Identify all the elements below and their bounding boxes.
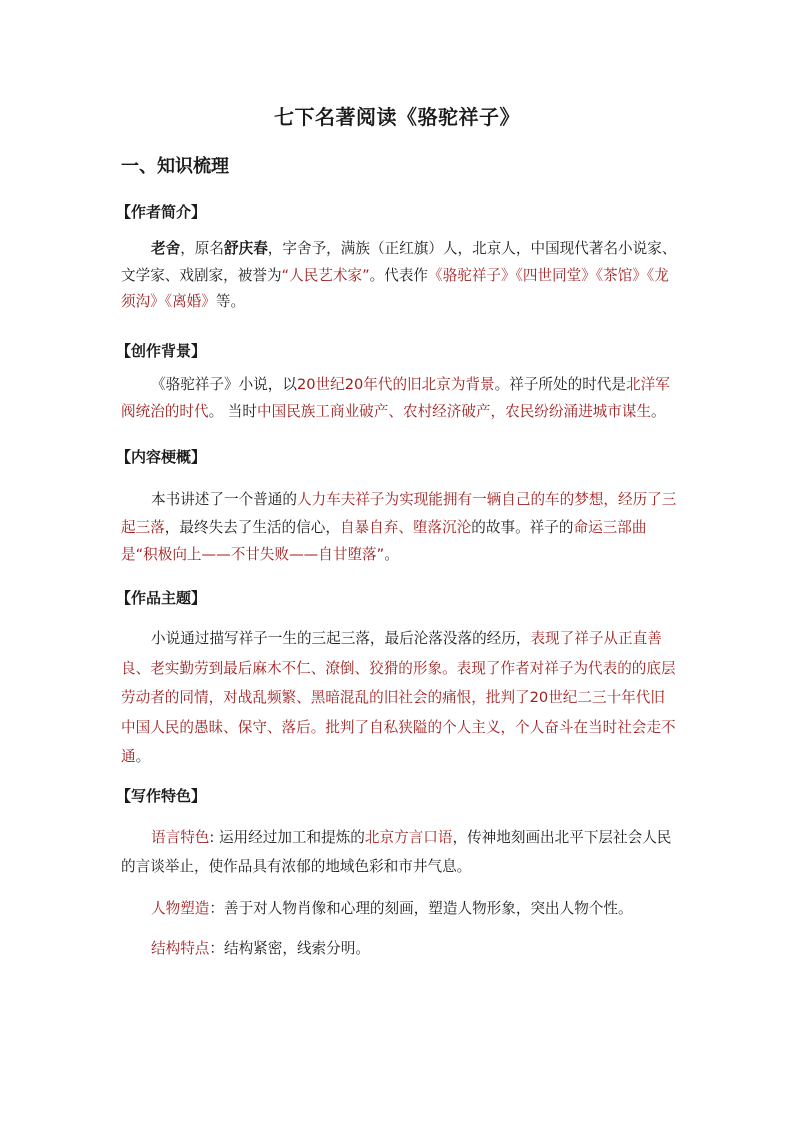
author-paragraph: 老舍，原名舒庆春，字舍予，满族（正红旗）人，北京人，中国现代著名小说家、文学家、戏剧家，被誉为“人民艺术家”。代表作《骆驼祥子》《四世同堂》《茶馆》《龙须沟》《离婚》等。 bbox=[121, 240, 677, 310]
representative-works: 《骆驼祥子》《四世同堂》《茶馆》《龙须沟》《离婚》 bbox=[121, 266, 669, 310]
author-label: 【作者简介】 bbox=[116, 203, 207, 221]
summary-label: 【内容梗概】 bbox=[116, 448, 207, 466]
page-title: 七下名著阅读《骆驼祥子》 bbox=[274, 105, 520, 129]
author-real-name: 舒庆春 bbox=[224, 240, 268, 257]
theme-paragraph: 小说通过描写祥子一生的三起三落，最后沦落没落的经历，表现了祥子从正直善良、老实勤劳到最后麻木不仁、潦倒、狡猾的形象。表现了作者对祥子为代表的的底层劳动者的同情，对战乱频繁、黑暗混乱的旧社会的痛恨，批判了20世纪二三十年代旧中国人民的愚昧、保守、落后。批判了自私狭隘的个人主义，个人奋斗在当时社会走不通。 bbox=[121, 630, 676, 765]
structure-feature-paragraph: 结构特点：结构紧密，线索分明。 bbox=[151, 940, 370, 957]
background-paragraph: 《骆驼祥子》小说，以20世纪20年代的旧北京为背景。祥子所处的时代是北洋军阀统治的时代。 当时中国民族工商业破产、农村经济破产，农民纷纷涌进城市谋生。 bbox=[121, 376, 670, 420]
features-label: 【写作特色】 bbox=[116, 787, 207, 805]
author-name: 老舍 bbox=[151, 240, 181, 257]
background-label: 【创作背景】 bbox=[116, 342, 207, 360]
character-feature-paragraph: 人物塑造：善于对人物肖像和心理的刻画，塑造人物形象，突出人物个性。 bbox=[151, 900, 633, 917]
section-heading: 一、知识梳理 bbox=[121, 156, 229, 177]
summary-paragraph: 本书讲述了一个普通的人力车夫祥子为实现能拥有一辆自己的车的梦想，经历了三起三落，最终失去了生活的信心，自暴自弃、堕落沉沦的故事。祥子的命运三部曲是“积极向上——不甘失败——自甘堕落”。 bbox=[121, 491, 677, 563]
theme-label: 【作品主题】 bbox=[116, 589, 207, 607]
language-feature-paragraph: 语言特色: 运用经过加工和提炼的北京方言口语，传神地刻画出北平下层社会人民的言谈举止，使作品具有浓郁的地域色彩和市井气息。 bbox=[121, 829, 672, 875]
